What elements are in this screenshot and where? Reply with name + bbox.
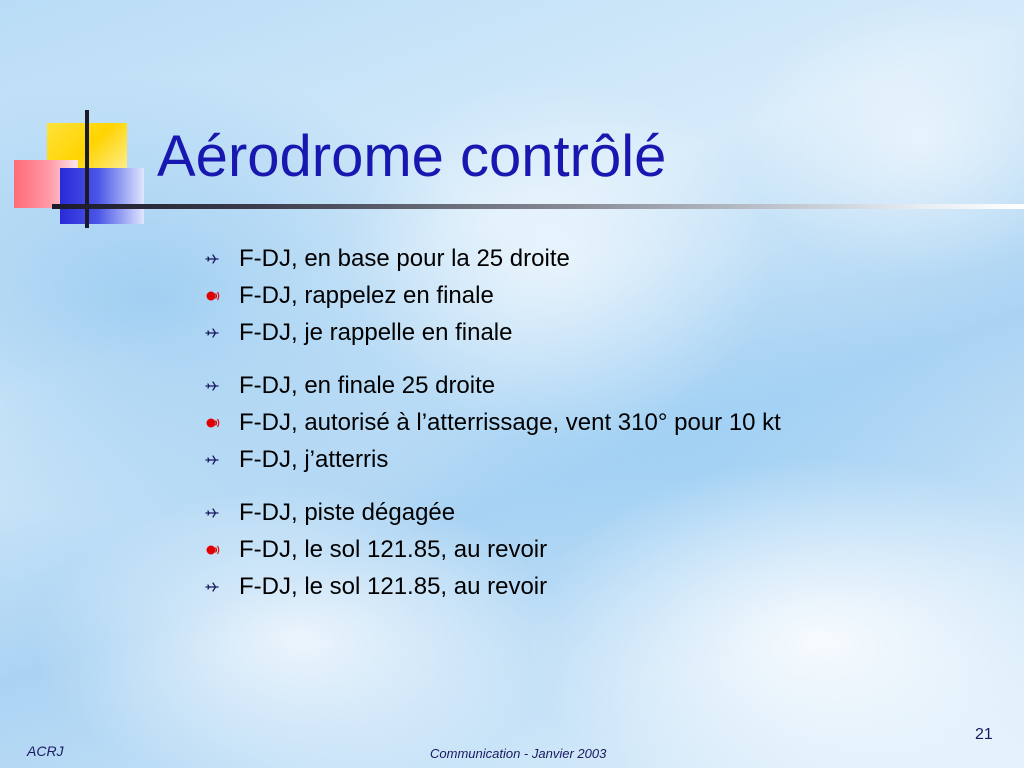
plane-bullet-icon <box>205 379 239 393</box>
bullet-group <box>205 367 965 478</box>
list-item <box>205 494 965 531</box>
bullet-text: F-DJ, le sol 121.85, au revoir <box>239 572 548 600</box>
radio-tower-bullet-icon <box>205 542 239 558</box>
radio-tower-bullet-icon <box>205 288 239 304</box>
plane-bullet-icon <box>205 252 239 266</box>
footer-organization: ACRJ <box>27 743 64 759</box>
radio-tower-bullet-icon <box>205 415 239 431</box>
bullet-text: F-DJ, je rappelle en finale <box>239 318 513 346</box>
bullet-text: F-DJ, rappelez en finale <box>239 281 494 309</box>
page-number: 21 <box>975 726 993 743</box>
list-item <box>205 531 965 568</box>
footer-caption: Communication - Janvier 2003 <box>430 746 607 761</box>
list-item <box>205 240 965 277</box>
bullet-group <box>205 240 965 351</box>
bullet-text: F-DJ, autorisé à l’atterrissage, vent 310° pour 10 kt <box>239 408 781 436</box>
plane-bullet-icon <box>205 580 239 594</box>
list-item <box>205 314 965 351</box>
slide-title: Aérodrome contrôlé <box>157 124 667 189</box>
list-item <box>205 367 965 404</box>
bullet-text: F-DJ, piste dégagée <box>239 498 456 526</box>
bullet-text: F-DJ, en base pour la 25 droite <box>239 244 570 272</box>
bullet-group <box>205 494 965 605</box>
title-underline <box>52 204 1024 209</box>
list-item <box>205 404 965 441</box>
list-item <box>205 441 965 478</box>
logo-blue-square <box>60 168 144 224</box>
plane-bullet-icon <box>205 326 239 340</box>
bullet-text: F-DJ, le sol 121.85, au revoir <box>239 535 548 563</box>
bullet-text: F-DJ, en finale 25 droite <box>239 371 496 399</box>
bullet-text: F-DJ, j’atterris <box>239 445 389 473</box>
plane-bullet-icon <box>205 506 239 520</box>
plane-bullet-icon <box>205 453 239 467</box>
list-item <box>205 568 965 605</box>
list-item <box>205 277 965 314</box>
bullet-list <box>205 240 965 621</box>
logo-vertical-line <box>85 110 89 228</box>
